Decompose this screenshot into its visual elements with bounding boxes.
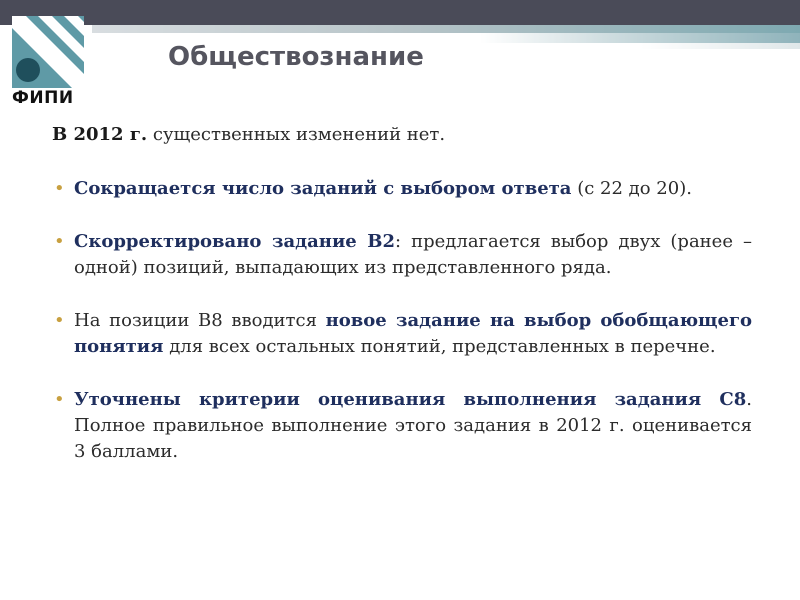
slide-content <box>52 122 752 492</box>
highlight-text: новое задание на выбор обобщающего понятия <box>74 310 752 357</box>
highlight-text: Скорректировано задание В2 <box>74 231 396 252</box>
bullet-item <box>52 387 752 465</box>
intro-text: существенных изменений нет. <box>147 124 446 145</box>
bullet-dot-icon: • <box>54 310 65 331</box>
bullet-list <box>52 176 752 465</box>
header-accent-stripe-2 <box>480 33 800 43</box>
page-title: Обществознание <box>168 42 424 72</box>
body-text: На позиции В8 вводится <box>74 310 326 331</box>
header-bar <box>0 0 800 25</box>
body-text: : предлагается выбор двух (ранее – одной) позиций, выпадающих из представленного ряда. <box>74 231 752 278</box>
bullet-item <box>52 176 752 202</box>
bullet-dot-icon: • <box>54 389 65 410</box>
highlight-text: Уточнены критерии оценивания выполнения задания С8 <box>74 389 747 410</box>
body-text: . Полное правильное выполнение этого задания в 2012 г. оценивается 3 баллами. <box>74 389 752 462</box>
bullet-item <box>52 229 752 281</box>
logo-text: ФИПИ <box>12 88 74 108</box>
bullet-item <box>52 308 752 360</box>
bullet-dot-icon: • <box>54 231 65 252</box>
bullet-dot-icon: • <box>54 178 65 199</box>
body-text: для всех остальных понятий, представленных в перечне. <box>163 336 716 357</box>
header-accent-stripe-3 <box>640 43 800 49</box>
highlight-text: Сокращается число заданий с выбором ответа <box>74 178 572 199</box>
intro-line <box>52 122 752 148</box>
intro-bold: В 2012 г. <box>52 124 148 145</box>
body-text: (с 22 до 20). <box>571 178 692 199</box>
header-accent-stripe <box>92 25 800 33</box>
